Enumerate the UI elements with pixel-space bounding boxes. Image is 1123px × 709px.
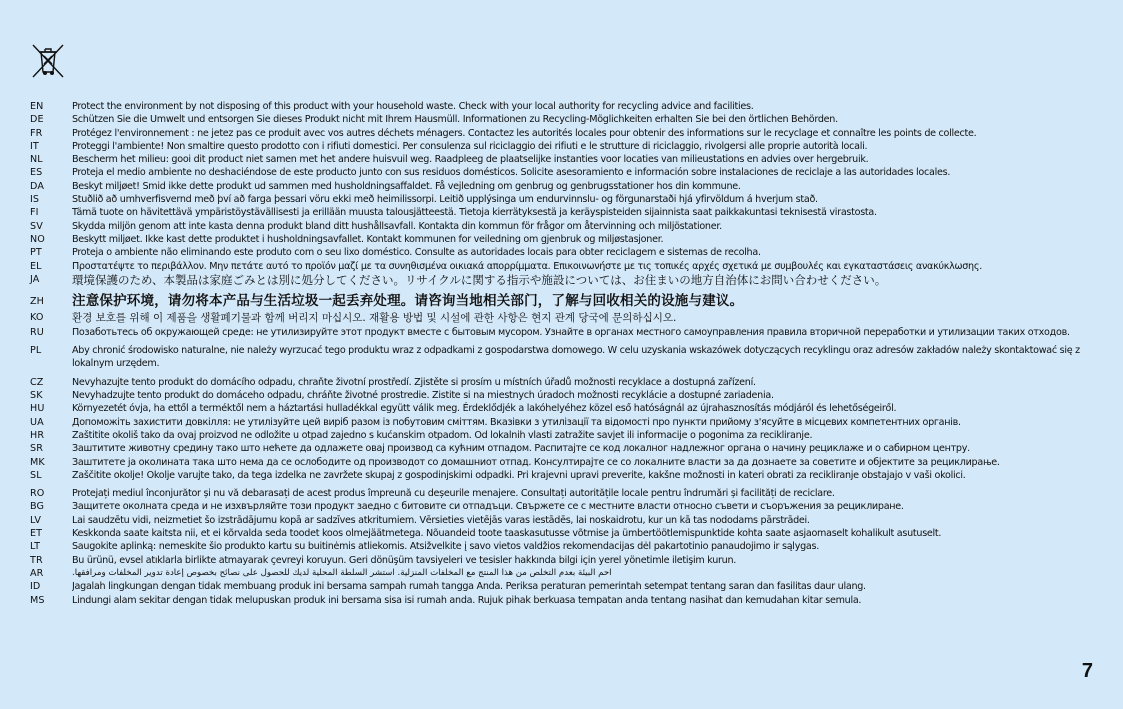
list-item-fr [30, 127, 1120, 140]
language-code: ES [30, 167, 43, 179]
list-item-es [30, 166, 1120, 179]
disposal-text: Jagalah lingkungan dengan tidak membuang produk ini bersama sampah rumah tangga Anda. Periksa peraturan pemerintah setempat tentang saran dan fasilitas daur ulang. [72, 581, 866, 593]
language-code: EN [30, 101, 44, 112]
language-code: HR [30, 429, 45, 441]
disposal-text: Beskyt miljøet! Smid ikke dette produkt ud sammen med husholdningsaffaldet. Få vejledning om genbrug og genbrugsstationer hos din kommune. [72, 180, 741, 192]
language-code: IS [30, 194, 40, 206]
list-item-nl [30, 153, 1120, 166]
language-code: UA [30, 416, 44, 428]
language-code: ID [30, 581, 41, 593]
language-code: PL [30, 345, 42, 357]
language-code: DE [30, 114, 44, 126]
disposal-text: 注意保护环境，请勿将本产品与生活垃圾一起丢弃处理。请咨询当地相关部门，了解与回收相关的设施与建议。 [72, 293, 744, 310]
language-code: ZH [30, 296, 44, 308]
language-code: SK [30, 390, 43, 402]
disposal-text: Προστατέψτε το περιβάλλον. Μην πετάτε αυτό το προϊόν μαζί με τα συνηθισμένα οικιακά απορρίμματα. Επικοινωνήστε με τις τοπικές αρχές σχετικά με συμβουλές και εγκαταστάσεις ανακύκλωσης. [72, 260, 982, 272]
list-item-lv [30, 514, 1120, 527]
list-item-ua [30, 416, 1120, 429]
disposal-text: Zaščitite okolje! Okolje varujte tako, da tega izdelka ne zavržete skupaj z gospodinjskimi odpadki. Pri krajevni upravi preverite, kakšne možnosti in kateri obrati za recikliranje obstajajo v vaši okolici. [72, 469, 966, 481]
disposal-text: Protégez l'environnement : ne jetez pas ce produit avec vos autres déchets ménagers. Contactez les autorités locales pour obtenir des informations sur le recyclage et connaître les points de collecte. [72, 127, 977, 139]
list-item-ru [30, 326, 1120, 339]
list-item-it [30, 140, 1120, 153]
language-code: AR [30, 567, 44, 579]
disposal-text: Zaštitite okoliš tako da ovaj proizvod ne odložite u otpad zajedno s kućanskim otpadom. Od lokalnih vlasti zatražite savjet ili informacije o pogonima za recikliranje. [72, 429, 813, 441]
list-item-ro [30, 487, 1120, 500]
list-item-lt [30, 540, 1120, 553]
list-item-ko [30, 311, 1120, 326]
language-code: NL [30, 154, 43, 166]
list-item-et [30, 527, 1120, 540]
disposal-text: Schützen Sie die Umwelt und entsorgen Sie dieses Produkt nicht mit Ihrem Hausmüll. Informationen zu Recycling-Möglichkeiten erhalten Sie bei den örtlichen Behörden. [72, 114, 838, 126]
language-code: LT [30, 541, 41, 553]
language-code: JA [30, 273, 40, 285]
disposal-text: Proteggi l'ambiente! Non smaltire questo prodotto con i rifiuti domestici. Per consulenza sul riciclaggio dei rifiuti e le strutture di riciclaggio, rivolgersi alle proprie autorità locali. [72, 140, 868, 152]
disposal-text: Környezetét óvja, ha ettől a terméktől nem a háztartási hulladékkal együtt válik meg. Érdeklődjék a lakóhelyéhez közel eső hatóságnál az újrahasznosítás módjáról és lehetőségeiről. [72, 403, 897, 415]
disposal-text: 환경 보호를 위해 이 제품을 생활폐기물과 함께 버리지 마십시오. 재활용 방법 및 시설에 관한 사항은 현지 관계 당국에 문의하십시오. [72, 312, 677, 325]
language-list [30, 100, 1120, 607]
disposal-text: Допоможіть захистити довкілля: не утилізуйте цей виріб разом із побутовим сміттям. Вказівки з утилізації та відомості про пункти прийому з'ясуйте в місцевих компетентних органів. [72, 416, 961, 428]
disposal-text: Заштитете ја околината така што нема да се ослободите од производот со домашниот отпад. Консултирајте се со локалните власти за да дознаете за советите и објектите за рециклирање. [72, 456, 1000, 468]
disposal-text: Lai saudzētu vidi, neizmetiet šo izstrādājumu kopā ar sadzīves atkritumiem. Vērsieties vietējās varas iestādēs, lai noskaidrotu, kur un kā tas nododams pārstrādei. [72, 514, 810, 526]
language-code: ET [30, 528, 43, 540]
language-code: EL [30, 260, 42, 272]
list-item-sl [30, 469, 1120, 482]
disposal-text: Bescherm het milieu: gooi dit product niet samen met het andere huisvuil weg. Raadpleeg de plaatselijke instanties voor locaties van milieustations en advies over hergebruik. [72, 154, 869, 166]
list-item-sv [30, 220, 1120, 233]
language-code: PT [30, 247, 42, 259]
disposal-text: Nevyhadzujte tento produkt do domáceho odpadu, chráňte životné prostredie. Zistite si na miestnych úradoch možnosti recyklácie a dostupné zariadenia. [72, 390, 774, 402]
list-item-da [30, 180, 1120, 193]
language-code: LV [30, 514, 42, 526]
list-item-pt [30, 246, 1120, 259]
language-code: RU [30, 326, 44, 338]
disposal-text: Aby chronić środowisko naturalne, nie należy wyrzucać tego produktu wraz z odpadkami z gospodarstwa domowego. W celu uzyskania wskazówek dotyczących recyklingu oraz adresów zakładów należy skontaktować się z lokalnym urzędem. [72, 345, 1080, 370]
language-code: FR [30, 127, 43, 139]
list-item-hu [30, 402, 1120, 415]
disposal-text: Защитете околната среда и не изхвърляйте този продукт заедно с битовите си отпадъци. Свържете се с местните власти относно съвети и съоръжения за рециклиране. [72, 501, 904, 513]
disposal-text: Protect the environment by not disposing of this product with your household waste. Check with your local authority for recycling advice and facilities. [72, 101, 754, 112]
disposal-text: Beskytt miljøet. Ikke kast dette produktet i husholdningsavfallet. Kontakt kommunen for veiledning om gjenbruk og miljøstasjoner. [72, 233, 664, 245]
disposal-text: Skydda miljön genom att inte kasta denna produkt bland ditt hushållsavfall. Kontakta din kommun för frågor om återvinning och miljöstationer. [72, 220, 722, 232]
list-item-sr [30, 442, 1120, 455]
language-code: IT [30, 140, 39, 152]
disposal-text: Protejați mediul înconjurător și nu vă debarasați de acest produs împreună cu deșeurile menajere. Consultați autoritățile locale pentru îndrumări și facilități de reciclare. [72, 488, 835, 500]
language-code: CZ [30, 376, 44, 388]
list-item-is [30, 193, 1120, 206]
list-item-cz [30, 376, 1120, 389]
disposal-text: Keskkonda saate kaitsta nii, et ei kõrvalda seda toodet koos olmejäätmetega. Nõuandeid toote taaskasutusse võtmise ja ümbertöötlemispunktide kohta saate asjaomaselt kohalikult asutuselt. [72, 528, 942, 540]
language-code: KO [30, 312, 44, 324]
list-item-ms [30, 594, 1120, 607]
disposal-text: Stuðlið að umhverfisvernd með því að farga þessari vöru ekki með heimilissorpi. Leitið upplýsinga um endurvinnslu- og förgunarstaði hjá yfirvöldum á hverjum stað. [72, 194, 818, 206]
crossed-out-wheelie-bin-icon [30, 42, 66, 82]
disposal-text: Nevyhazujte tento produkt do domácího odpadu, chraňte životní prostředí. Zjistěte si prosím u místních úřadů možnosti recyklace a dostupná zařízení. [72, 376, 756, 388]
disposal-text: Proteja o ambiente não eliminando este produto com o seu lixo doméstico. Consulte as autoridades locais para obter reciclagem e sistemas de recolha. [72, 247, 761, 259]
list-item-zh [30, 292, 1120, 311]
list-item-bg [30, 500, 1120, 513]
list-item-fi [30, 206, 1120, 219]
list-item-sk [30, 389, 1120, 402]
language-code: MS [30, 594, 45, 606]
list-item-tr [30, 554, 1120, 567]
page-number: 7 [1081, 660, 1093, 682]
list-item-mk [30, 456, 1120, 469]
language-code: NO [30, 233, 45, 245]
list-item-hr [30, 429, 1120, 442]
language-code: SV [30, 220, 43, 232]
disposal-text: Bu ürünü, evsel atıklarla birlikte atmayarak çevreyi koruyun. Geri dönüşüm tavsiyeleri ve tesisler hakkında bilgi için yerel yönetimle iletişim kurun. [72, 554, 737, 566]
list-item-ja [30, 273, 1120, 288]
list-item-no [30, 233, 1120, 246]
language-code: RO [30, 488, 45, 500]
language-code: HU [30, 403, 45, 415]
disposal-text: Saugokite aplinką: nemeskite šio produkto kartu su buitinėmis atliekomis. Atsižvelkite į savo vietos valdžios rekomendacijas dėl pakartotinio panaudojimo ir sąlygas. [72, 541, 819, 553]
language-code: FI [30, 207, 39, 219]
language-code: SL [30, 469, 42, 481]
list-item-pl [30, 344, 1120, 371]
language-code: TR [30, 554, 43, 566]
disposal-text: Позаботьтесь об окружающей среде: не утилизируйте этот продукт вместе с бытовым мусором. Узнайте в органах местного самоуправления правила вторичной переработки и утилизации таких отходов. [72, 326, 1070, 338]
disposal-text: Lindungi alam sekitar dengan tidak melupuskan produk ini bersama sisa isi rumah anda. Rujuk pihak berkuasa tempatan anda tentang nasihat dan kemudahan kitar semula. [72, 594, 862, 606]
language-code: SR [30, 443, 43, 455]
list-item-el [30, 260, 1120, 273]
disposal-text: Proteja el medio ambiente no deshaciéndose de este producto junto con sus residuos domésticos. Solicite asesoramiento e información sobre instalaciones de reciclaje a las autoridades locales. [72, 167, 951, 179]
language-code: BG [30, 501, 45, 513]
disposal-text: 環境保護のため、本製品は家庭ごみとは別に処分してください。リサイクルに関する指示や施設については、お住まいの地方自治体にお問い合わせください。 [72, 272, 887, 287]
language-code: MK [30, 456, 45, 468]
list-item-de [30, 113, 1120, 126]
list-item-id [30, 580, 1120, 593]
disposal-text: احم البيئة بعدم التخلص من هذا المنتج مع المخلفات المنزلية. استشر السلطة المحلية لديك للحصول على نصائح بخصوص إعادة تدوير المخلفات ومرافقها. [72, 567, 612, 578]
list-item-ar [30, 567, 1120, 580]
list-item-en [30, 100, 1120, 113]
disposal-text: Заштитите животну средину тако што нећете да одлажете овај производ са кућним отпадом. Распитајте се код локалног надлежног органа о начину рециклаже и о сабирном центру. [72, 443, 970, 455]
language-code: DA [30, 180, 44, 192]
disposal-text: Tämä tuote on hävitettävä ympäristöystävällisesti ja erillään muusta talousjätteestä. Tietoja kierrätyksestä ja keräyspisteiden sijainnista saat paikkakuntasi teknisestä virastosta. [72, 207, 877, 219]
